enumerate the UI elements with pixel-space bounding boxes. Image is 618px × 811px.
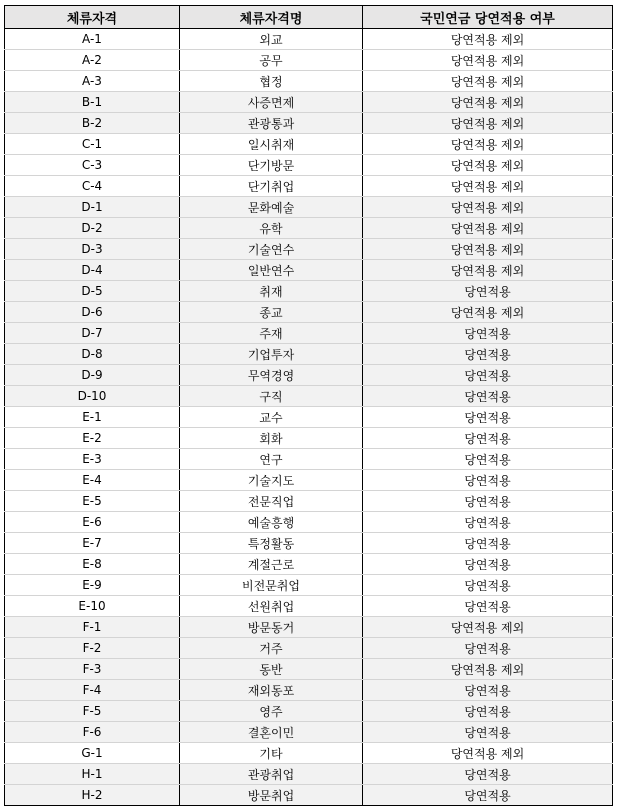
- visa-code-cell: C-4: [5, 176, 180, 197]
- visa-name-cell: 전문직업: [180, 491, 363, 512]
- pension-status-cell: 당연적용: [363, 428, 613, 449]
- visa-name-cell: 방문취업: [180, 785, 363, 806]
- pension-status-cell: 당연적용: [363, 386, 613, 407]
- visa-code-cell: F-6: [5, 722, 180, 743]
- table-row: [5, 71, 613, 92]
- table-row: [5, 722, 613, 743]
- visa-name-cell: 문화예술: [180, 197, 363, 218]
- pension-status-cell: 당연적용: [363, 512, 613, 533]
- table-row: [5, 302, 613, 323]
- visa-code-cell: H-1: [5, 764, 180, 785]
- visa-name-cell: 외교: [180, 29, 363, 50]
- table-row: [5, 50, 613, 71]
- header-row: [5, 6, 613, 29]
- visa-code-cell: E-2: [5, 428, 180, 449]
- table-row: [5, 743, 613, 764]
- pension-status-cell: 당연적용: [363, 764, 613, 785]
- visa-name-cell: 기타: [180, 743, 363, 764]
- table-row: [5, 554, 613, 575]
- table-row: [5, 785, 613, 806]
- pension-status-cell: 당연적용: [363, 701, 613, 722]
- table-row: [5, 281, 613, 302]
- pension-status-cell: 당연적용 제외: [363, 659, 613, 680]
- visa-name-cell: 결혼이민: [180, 722, 363, 743]
- visa-name-cell: 일반연수: [180, 260, 363, 281]
- visa-name-cell: 연구: [180, 449, 363, 470]
- table-row: [5, 428, 613, 449]
- pension-status-cell: 당연적용: [363, 533, 613, 554]
- pension-status-cell: 당연적용: [363, 680, 613, 701]
- pension-status-cell: 당연적용: [363, 407, 613, 428]
- visa-code-cell: E-8: [5, 554, 180, 575]
- visa-code-cell: E-4: [5, 470, 180, 491]
- pension-status-cell: 당연적용 제외: [363, 176, 613, 197]
- table-row: [5, 323, 613, 344]
- visa-code-cell: D-9: [5, 365, 180, 386]
- pension-status-cell: 당연적용 제외: [363, 197, 613, 218]
- visa-code-cell: F-3: [5, 659, 180, 680]
- visa-code-cell: H-2: [5, 785, 180, 806]
- table-row: [5, 239, 613, 260]
- visa-name-cell: 주재: [180, 323, 363, 344]
- visa-code-cell: D-5: [5, 281, 180, 302]
- pension-status-cell: 당연적용: [363, 323, 613, 344]
- visa-name-cell: 유학: [180, 218, 363, 239]
- visa-code-cell: A-3: [5, 71, 180, 92]
- visa-code-cell: E-10: [5, 596, 180, 617]
- visa-code-cell: E-7: [5, 533, 180, 554]
- pension-status-cell: 당연적용 제외: [363, 71, 613, 92]
- table-row: [5, 344, 613, 365]
- header-visa-code: 체류자격: [5, 6, 180, 29]
- visa-code-cell: F-1: [5, 617, 180, 638]
- visa-code-cell: E-9: [5, 575, 180, 596]
- visa-name-cell: 기술연수: [180, 239, 363, 260]
- header-pension-status: 국민연금 당연적용 여부: [363, 6, 613, 29]
- table-row: [5, 113, 613, 134]
- visa-name-cell: 취재: [180, 281, 363, 302]
- pension-status-cell: 당연적용 제외: [363, 29, 613, 50]
- visa-code-cell: D-3: [5, 239, 180, 260]
- pension-status-cell: 당연적용 제외: [363, 92, 613, 113]
- visa-name-cell: 단기취업: [180, 176, 363, 197]
- visa-code-cell: E-6: [5, 512, 180, 533]
- table-row: [5, 386, 613, 407]
- table-row: [5, 260, 613, 281]
- visa-name-cell: 종교: [180, 302, 363, 323]
- table-row: [5, 533, 613, 554]
- visa-code-cell: E-3: [5, 449, 180, 470]
- pension-status-cell: 당연적용: [363, 638, 613, 659]
- table-row: [5, 512, 613, 533]
- pension-status-cell: 당연적용 제외: [363, 260, 613, 281]
- pension-status-cell: 당연적용 제외: [363, 155, 613, 176]
- visa-code-cell: F-5: [5, 701, 180, 722]
- table-row: [5, 596, 613, 617]
- pension-status-cell: 당연적용 제외: [363, 113, 613, 134]
- table-row: [5, 92, 613, 113]
- table-row: [5, 575, 613, 596]
- table-row: [5, 449, 613, 470]
- visa-name-cell: 기업투자: [180, 344, 363, 365]
- visa-code-cell: G-1: [5, 743, 180, 764]
- pension-status-cell: 당연적용 제외: [363, 239, 613, 260]
- visa-code-cell: D-8: [5, 344, 180, 365]
- visa-code-cell: C-3: [5, 155, 180, 176]
- table-row: [5, 155, 613, 176]
- visa-name-cell: 계절근로: [180, 554, 363, 575]
- visa-name-cell: 단기방문: [180, 155, 363, 176]
- visa-name-cell: 방문동거: [180, 617, 363, 638]
- pension-status-cell: 당연적용: [363, 470, 613, 491]
- visa-name-cell: 관광통과: [180, 113, 363, 134]
- pension-status-cell: 당연적용: [363, 491, 613, 512]
- table-row: [5, 491, 613, 512]
- table-row: [5, 197, 613, 218]
- visa-name-cell: 거주: [180, 638, 363, 659]
- visa-name-cell: 선원취업: [180, 596, 363, 617]
- visa-name-cell: 기술지도: [180, 470, 363, 491]
- visa-code-cell: D-2: [5, 218, 180, 239]
- visa-code-cell: B-1: [5, 92, 180, 113]
- pension-status-cell: 당연적용: [363, 281, 613, 302]
- pension-status-cell: 당연적용: [363, 596, 613, 617]
- table-row: [5, 764, 613, 785]
- pension-status-cell: 당연적용: [363, 575, 613, 596]
- header-visa-name: 체류자격명: [180, 6, 363, 29]
- pension-status-cell: 당연적용: [363, 449, 613, 470]
- visa-name-cell: 사증면제: [180, 92, 363, 113]
- visa-name-cell: 비전문취업: [180, 575, 363, 596]
- visa-name-cell: 영주: [180, 701, 363, 722]
- table-row: [5, 29, 613, 50]
- pension-status-cell: 당연적용 제외: [363, 50, 613, 71]
- visa-name-cell: 구직: [180, 386, 363, 407]
- visa-code-cell: A-1: [5, 29, 180, 50]
- visa-code-cell: D-1: [5, 197, 180, 218]
- visa-code-cell: E-1: [5, 407, 180, 428]
- visa-name-cell: 공무: [180, 50, 363, 71]
- pension-status-cell: 당연적용: [363, 785, 613, 806]
- visa-code-cell: F-2: [5, 638, 180, 659]
- table-row: [5, 638, 613, 659]
- visa-name-cell: 재외동포: [180, 680, 363, 701]
- table-row: [5, 680, 613, 701]
- pension-status-cell: 당연적용 제외: [363, 743, 613, 764]
- visa-code-cell: F-4: [5, 680, 180, 701]
- visa-code-cell: D-4: [5, 260, 180, 281]
- visa-code-cell: D-6: [5, 302, 180, 323]
- pension-status-cell: 당연적용 제외: [363, 302, 613, 323]
- table-row: [5, 134, 613, 155]
- table-body: [5, 29, 613, 806]
- table-row: [5, 659, 613, 680]
- visa-name-cell: 예술흥행: [180, 512, 363, 533]
- table-row: [5, 218, 613, 239]
- visa-code-cell: B-2: [5, 113, 180, 134]
- visa-name-cell: 일시취재: [180, 134, 363, 155]
- visa-name-cell: 협정: [180, 71, 363, 92]
- visa-pension-table: [4, 5, 613, 806]
- visa-name-cell: 관광취업: [180, 764, 363, 785]
- visa-name-cell: 교수: [180, 407, 363, 428]
- pension-status-cell: 당연적용: [363, 344, 613, 365]
- visa-name-cell: 회화: [180, 428, 363, 449]
- pension-status-cell: 당연적용 제외: [363, 617, 613, 638]
- pension-status-cell: 당연적용 제외: [363, 218, 613, 239]
- visa-code-cell: A-2: [5, 50, 180, 71]
- visa-name-cell: 동반: [180, 659, 363, 680]
- pension-status-cell: 당연적용: [363, 365, 613, 386]
- visa-code-cell: C-1: [5, 134, 180, 155]
- visa-name-cell: 무역경영: [180, 365, 363, 386]
- visa-code-cell: E-5: [5, 491, 180, 512]
- table-row: [5, 407, 613, 428]
- table-row: [5, 617, 613, 638]
- visa-code-cell: D-7: [5, 323, 180, 344]
- pension-status-cell: 당연적용: [363, 722, 613, 743]
- table-row: [5, 365, 613, 386]
- table-row: [5, 701, 613, 722]
- table-row: [5, 470, 613, 491]
- visa-name-cell: 특정활동: [180, 533, 363, 554]
- pension-status-cell: 당연적용: [363, 554, 613, 575]
- table-row: [5, 176, 613, 197]
- pension-status-cell: 당연적용 제외: [363, 134, 613, 155]
- visa-code-cell: D-10: [5, 386, 180, 407]
